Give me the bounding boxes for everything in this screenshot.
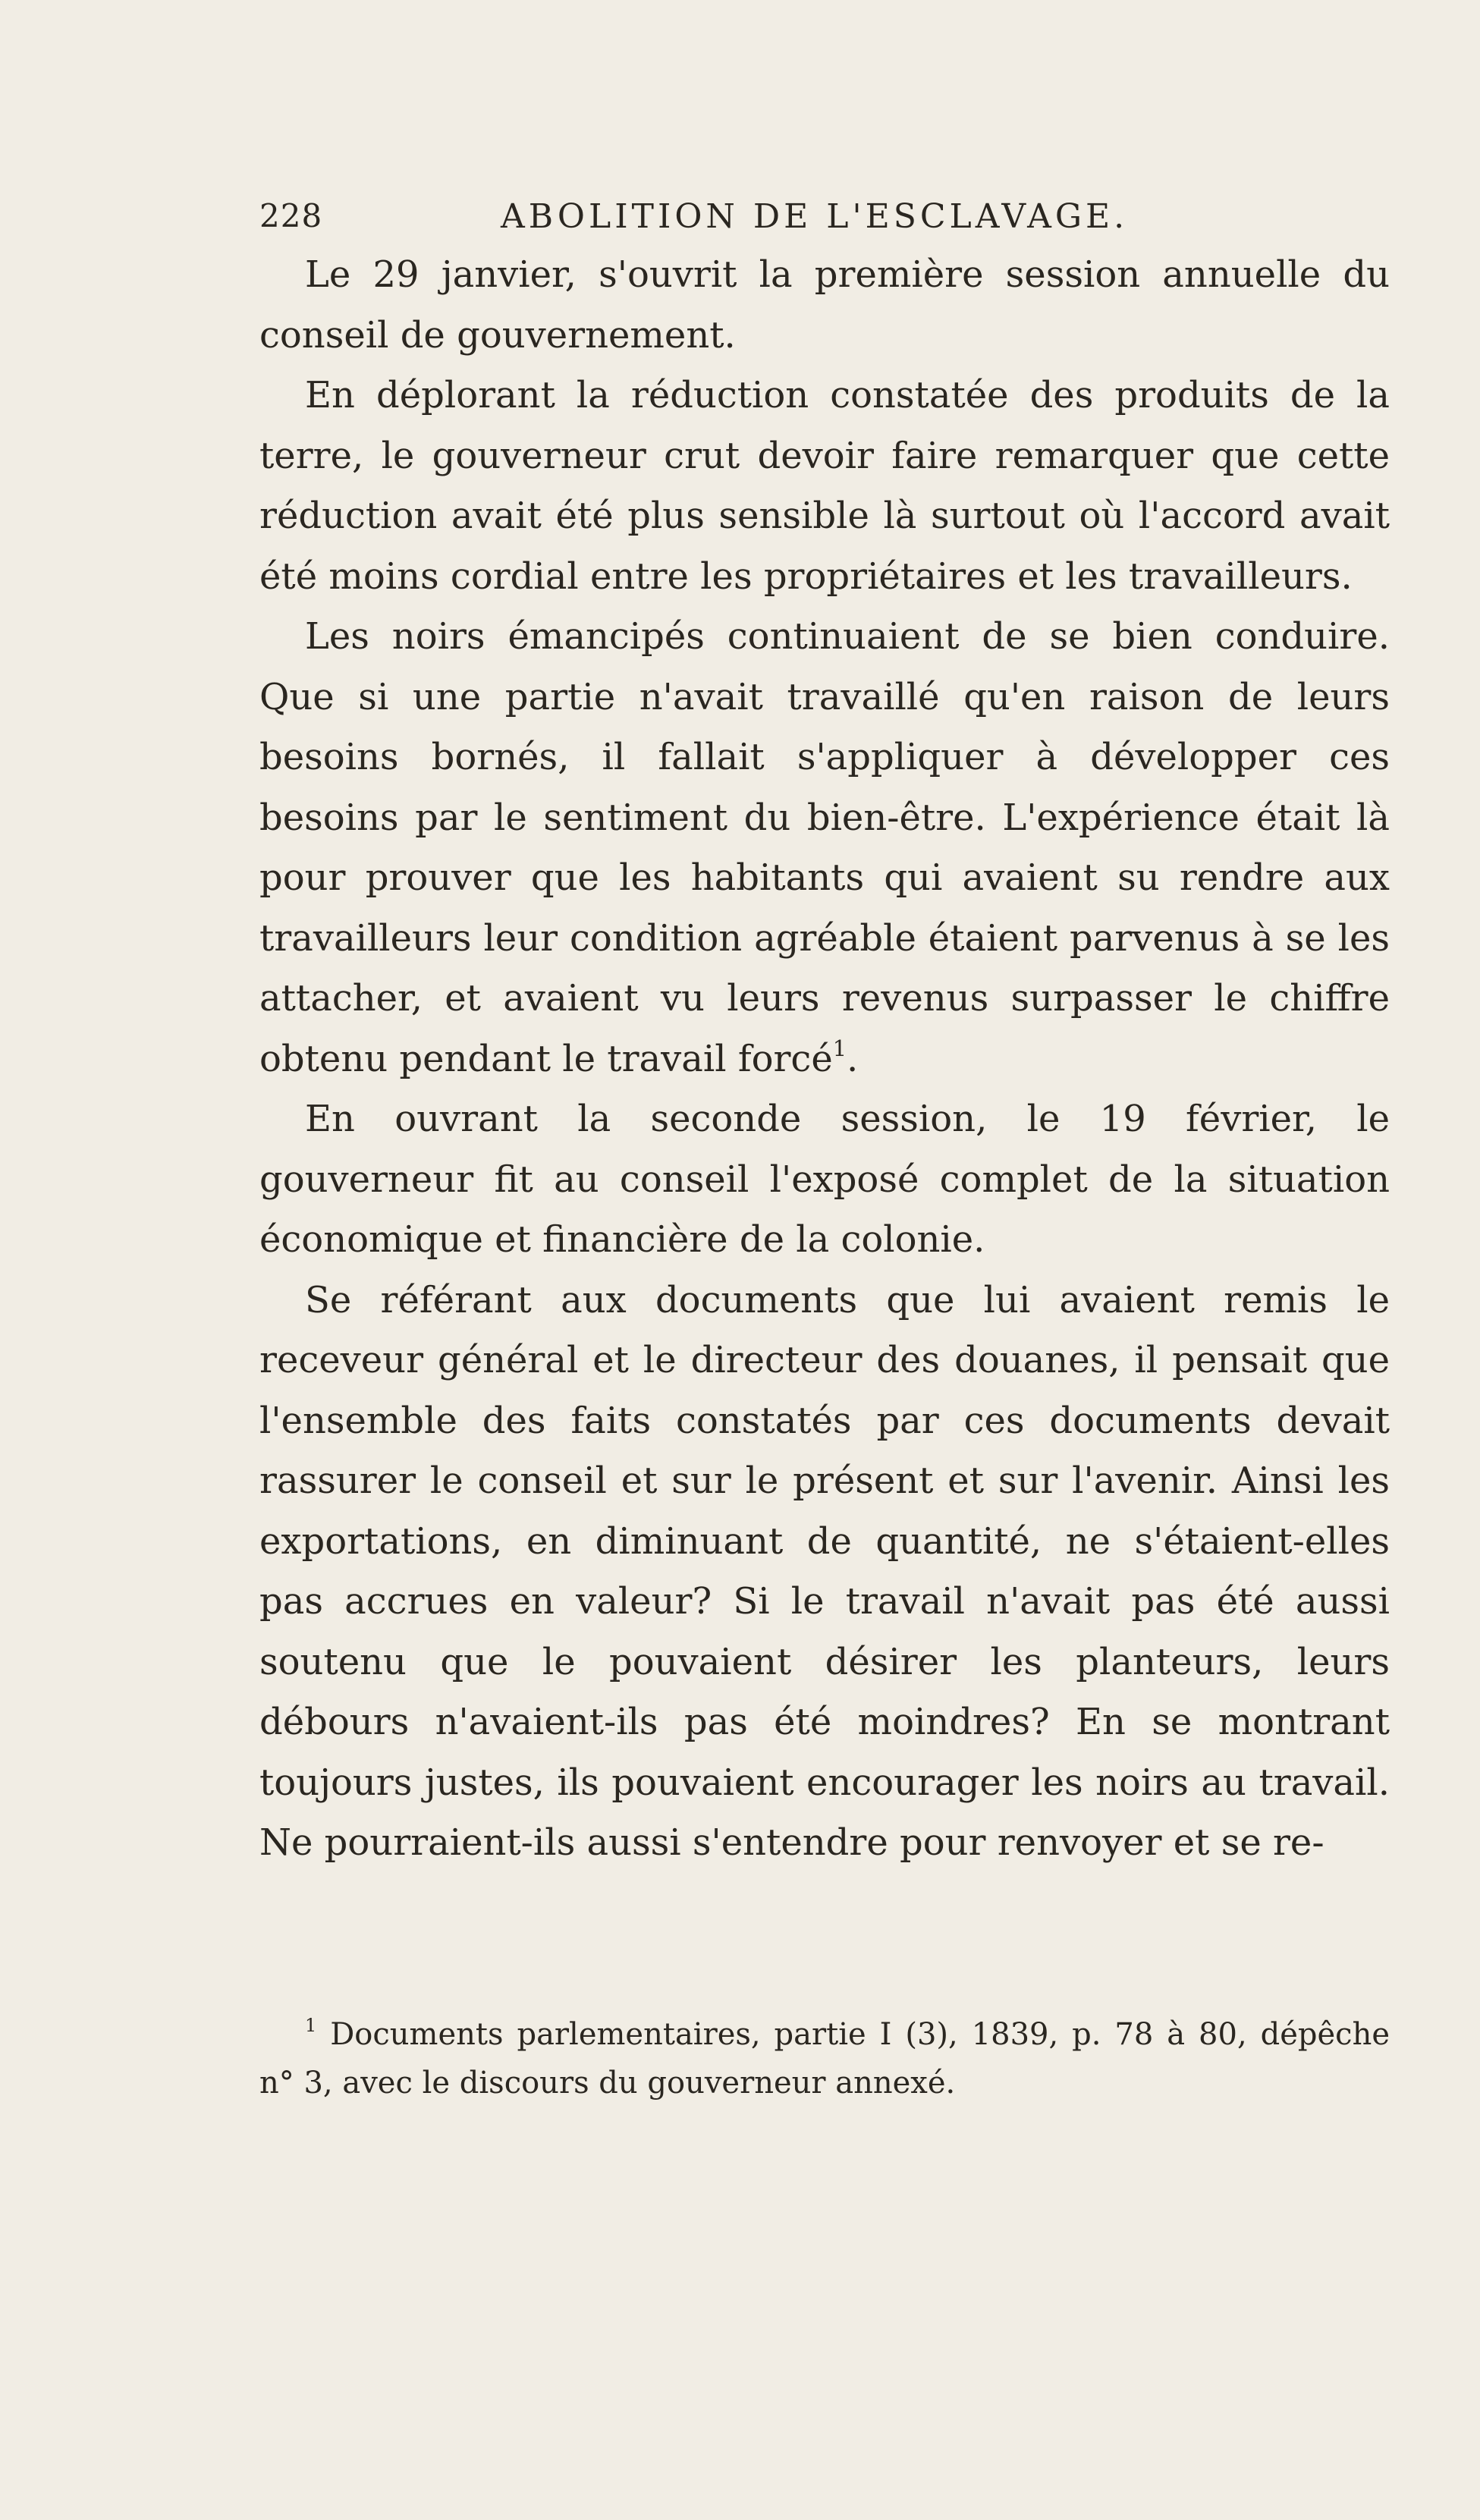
footnotes xyxy=(259,2010,1390,2107)
paragraph-2: En déplorant la réduction constatée des produits de la terre, le gouverneur crut devoir faire remarquer que cette réduction avait été plus sensible là surtout où l'accord avait été moins cordial entre les propriétaires et les travailleurs. xyxy=(259,374,1390,598)
paragraph-3-text: Les noirs émancipés continuaient de se bien conduire. Que si une partie n'avait travaillé qu'en raison de leurs besoins bornés, il fallait s'appliquer à développer ces besoins par le sentiment du bien-être. L'expérience était là pour prouver que les habitants qui avaient su rendre aux travailleurs leur condition agréable étaient parvenus à se les attacher, et avaient vu leurs revenus surpasser le chiffre obtenu pendant le travail forcé xyxy=(259,615,1390,1080)
footnote-text: Documents parlementaires, partie I (3), 1839, p. 78 à 80, dépêche n° 3, avec le discours du gouverneur annexé. xyxy=(259,2017,1390,2101)
page-header xyxy=(259,197,1443,243)
paragraph-4: En ouvrant la seconde session, le 19 février, le gouverneur fit au conseil l'exposé complet de la situation économique et financière de la colonie. xyxy=(259,1098,1390,1261)
footnote-reference: 1 xyxy=(832,1035,847,1061)
body-text xyxy=(259,245,1390,1874)
running-title: ABOLITION DE L'ESCLAVAGE. xyxy=(501,197,1129,236)
footnote-1 xyxy=(259,2010,1390,2107)
page-number: 228 xyxy=(259,197,323,234)
paragraph-1: Le 29 janvier, s'ouvrit la première session annuelle du conseil de gouvernement. xyxy=(259,253,1390,357)
footnote-marker: 1 xyxy=(305,2015,317,2037)
paragraph-5: Se référant aux documents que lui avaient remis le receveur général et le directeur des douanes, il pensait que l'ensemble des faits constatés par ces documents devait rassurer le conseil et sur le présent et sur l'avenir. Ainsi les exportations, en diminuant de quantité, ne s'étaient-elles pas accrues en valeur? Si le travail n'avait pas été aussi soutenu que le pouvaient désirer les planteurs, leurs débours n'avaient-ils pas été moindres? En se montrant toujours justes, ils pouvaient encourager les noirs au travail. Ne pourraient-ils aussi s'entendre pour renvoyer et se re- xyxy=(259,1278,1390,1864)
paragraph-3-end: . xyxy=(847,1037,859,1080)
paragraph-3 xyxy=(259,607,1390,1089)
